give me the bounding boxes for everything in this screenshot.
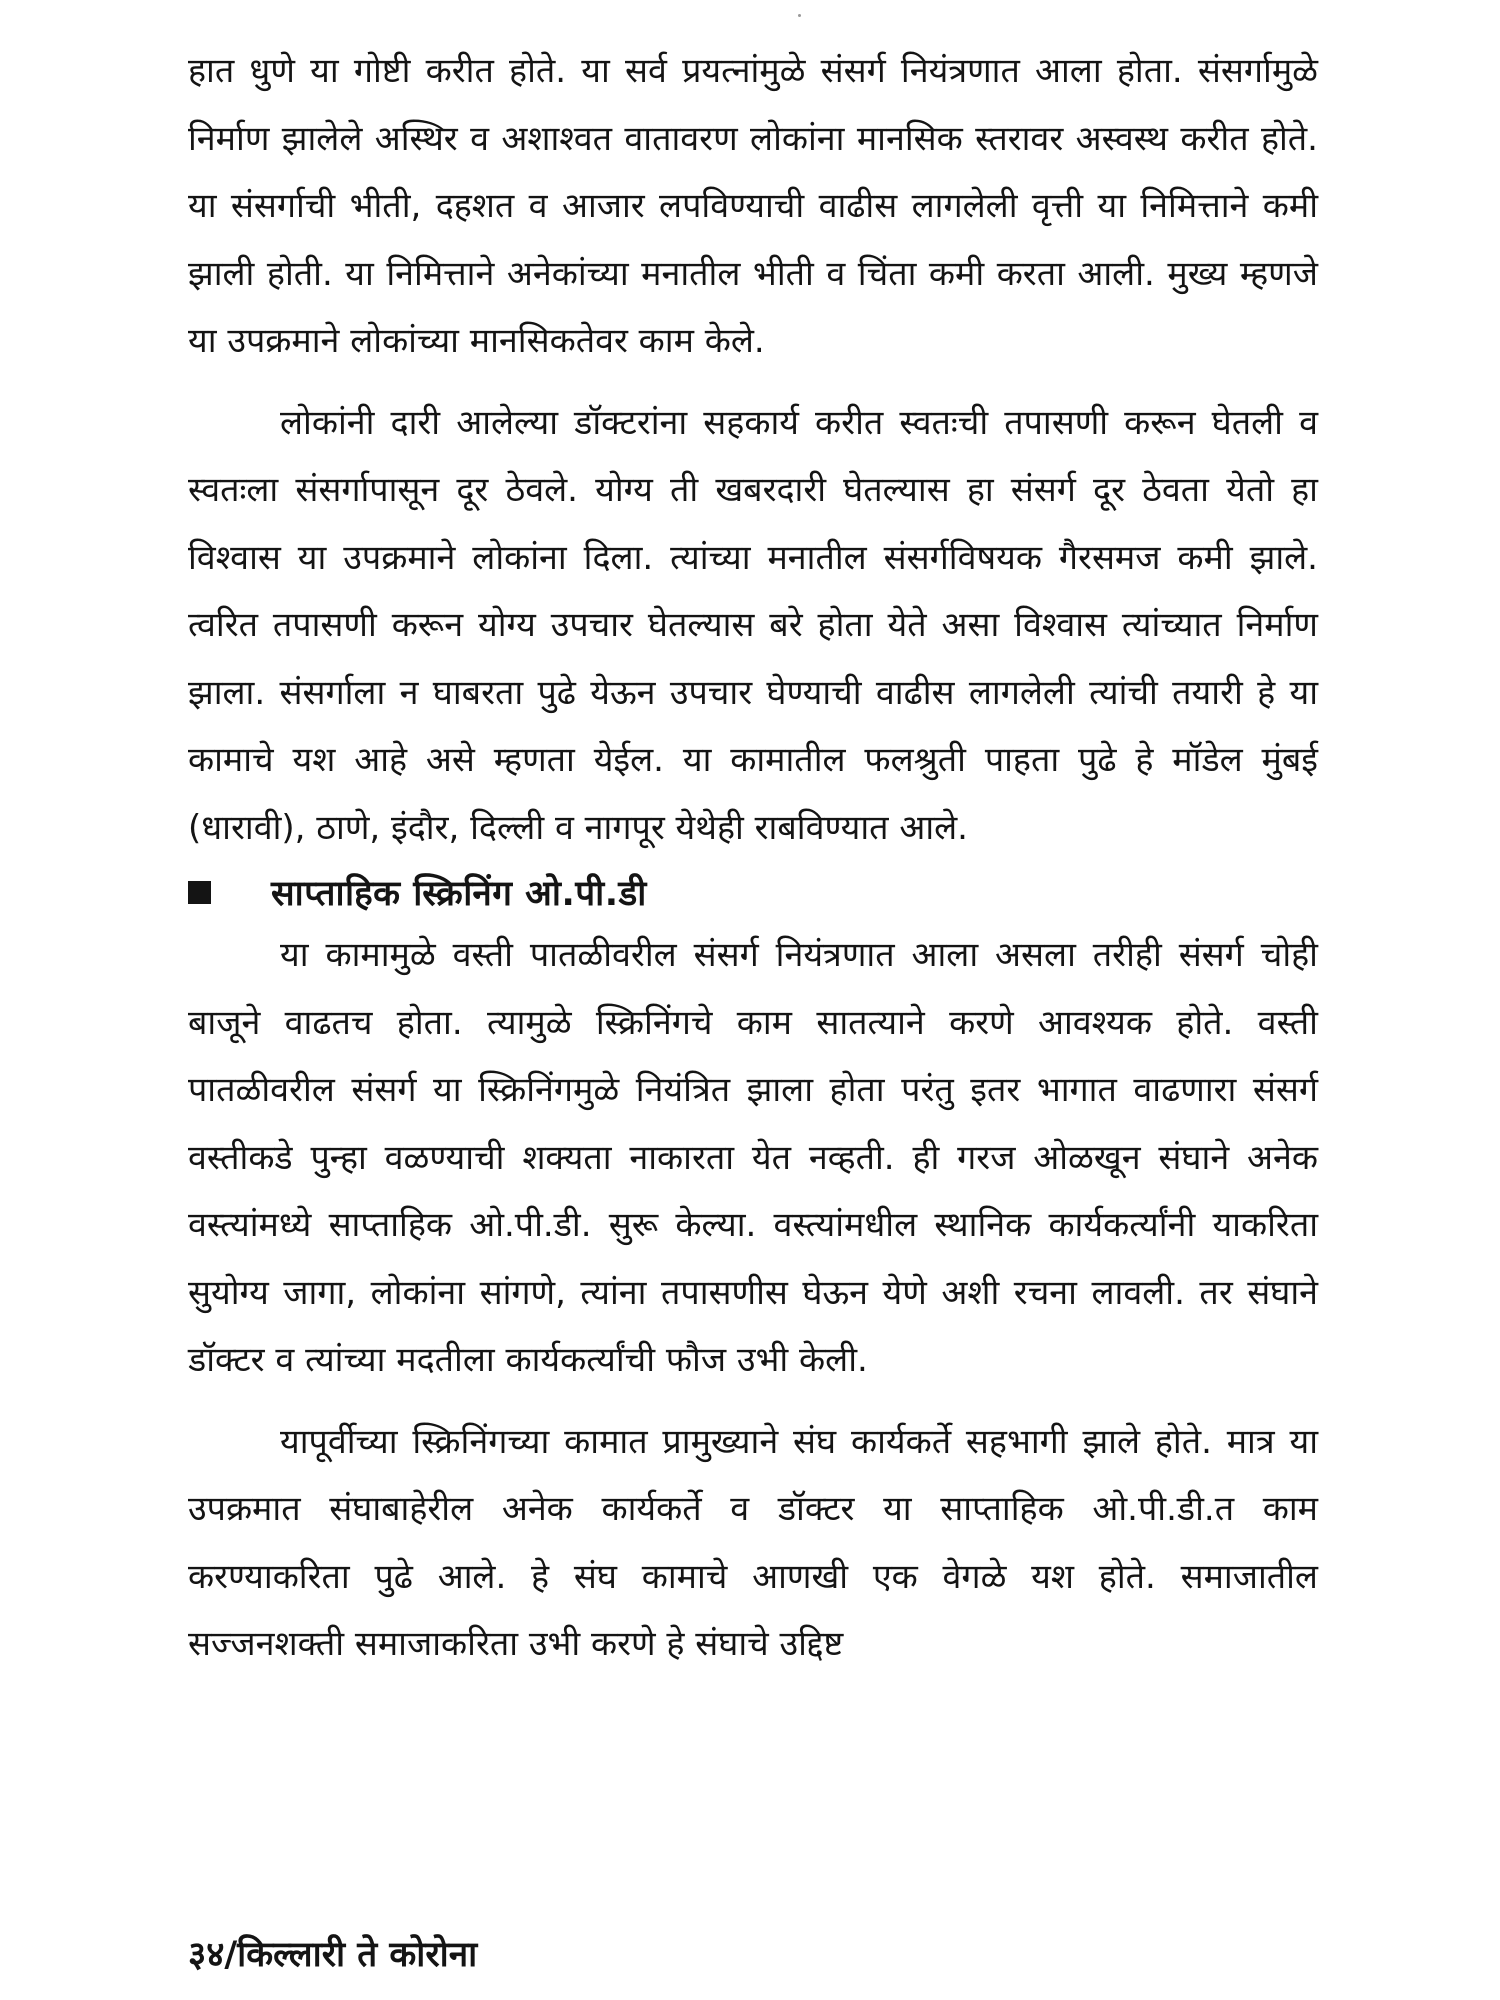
scan-speck [798,14,801,17]
square-bullet-icon [188,881,211,904]
paragraph-gap [188,1395,1318,1409]
paragraph-1: हात धुणे या गोष्टी करीत होते. या सर्व प्रयत्नांमुळे संसर्ग नियंत्रणात आला होता. संसर्गामुळे निर्माण झालेले अस्थिर व अशाश्वत वातावरण लोकांना मानसिक स्तरावर अस्वस्थ करीत होते. या संसर्गाची भीती, दहशत व आजार लपविण्याची वाढीस लागलेली वृत्ती या निमित्ताने कमी झाली होती. या निमित्ताने अनेकांच्या मनातील भीती व चिंता कमी करता आली. मुख्य म्हणजे या उपक्रमाने लोकांच्या मानसिकतेवर काम केले. [188,51,1318,361]
paragraph-gap [188,376,1318,390]
section-heading [188,862,1318,922]
paragraph-4: यापूर्वीच्या स्क्रिनिंगच्या कामात प्रामुख्याने संघ कार्यकर्ते सहभागी झाले होते. मात्र या उपक्रमात संघाबाहेरील अनेक कार्यकर्ते व डॉक्टर या साप्ताहिक ओ.पी.डी.त काम करण्याकरिता पुढे आले. हे संघ कामाचे आणखी एक वेगळे यश होते. समाजातील सज्जनशक्ती समाजाकरिता उभी करणे हे संघाचे उद्दिष्ट [188,1421,1318,1664]
paragraph-2: लोकांनी दारी आलेल्या डॉक्टरांना सहकार्य करीत स्वतःची तपासणी करून घेतली व स्वतःला संसर्गापासून दूर ठेवले. योग्य ती खबरदारी घेतल्यास हा संसर्ग दूर ठेवता येतो हा विश्वास या उपक्रमाने लोकांना दिला. त्यांच्या मनातील संसर्गविषयक गैरसमज कमी झाले. त्वरित तपासणी करून योग्य उपचार घेतल्यास बरे होता येते असा विश्वास त्यांच्यात निर्माण झाला. संसर्गाला न घाबरता पुढे येऊन उपचार घेण्याची वाढीस लागलेली त्यांची तयारी हे या कामाचे यश आहे असे म्हणता येईल. या कामातील फलश्रुती पाहता पुढे हे मॉडेल मुंबई (धारावी), ठाणे, इंदौर, दिल्ली व नागपूर येथेही राबविण्यात आले. [188,402,1318,848]
paragraph-3: या कामामुळे वस्ती पातळीवरील संसर्ग नियंत्रणात आला असला तरीही संसर्ग चोही बाजूने वाढतच होता. त्यामुळे स्क्रिनिंगचे काम सातत्याने करणे आवश्यक होते. वस्ती पातळीवरील संसर्ग या स्क्रिनिंगमुळे नियंत्रित झाला होता परंतु इतर भागात वाढणारा संसर्ग वस्तीकडे पुन्हा वळण्याची शक्यता नाकारता येत नव्हती. ही गरज ओळखून संघाने अनेक वस्त्यांमध्ये साप्ताहिक ओ.पी.डी. सुरू केल्या. वस्त्यांमधील स्थानिक कार्यकर्त्यांनी याकरिता सुयोग्य जागा, लोकांना सांगणे, त्यांना तपासणीस घेऊन येणे अशी रचना लावली. तर संघाने डॉक्टर व त्यांच्या मदतीला कार्यकर्त्यांची फौज उभी केली. [188,935,1318,1380]
document-page [188,38,1318,1978]
section-heading-text: साप्ताहिक स्क्रिनिंग ओ.पी.डी [271,873,647,914]
page-footer: ३४/किल्लारी ते कोरोना [188,1935,478,1975]
